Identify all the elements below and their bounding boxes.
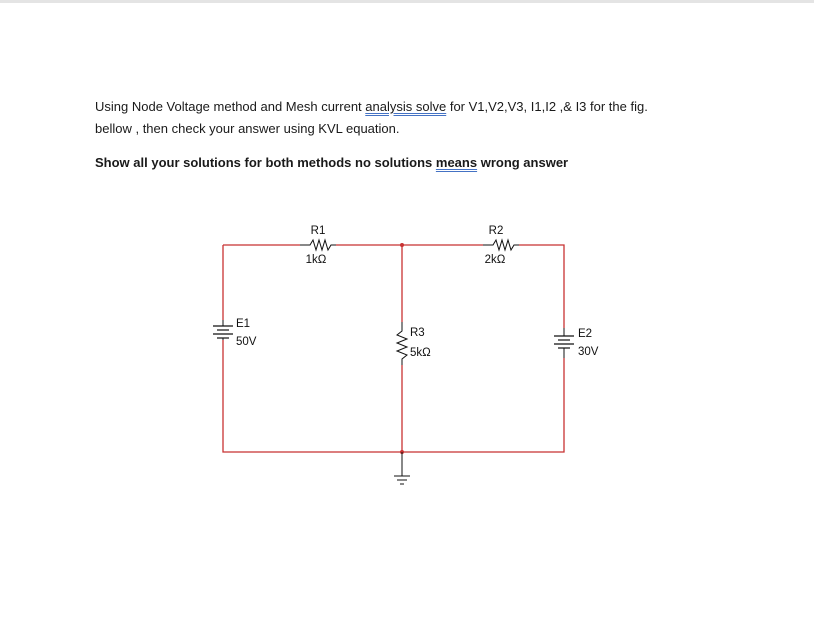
- underlined-word-means: means: [435, 155, 478, 170]
- ground-icon: [394, 452, 410, 484]
- battery-e2-value: 30V: [578, 346, 599, 358]
- resistor-r2-symbol: [483, 240, 519, 250]
- resistor-r2: [483, 225, 519, 266]
- wire-bottom-loop: [223, 340, 564, 452]
- resistor-r1-symbol: [300, 240, 336, 250]
- resistor-r1-name: R1: [310, 225, 326, 237]
- battery-e1: [213, 318, 257, 348]
- circuit-wires: [223, 245, 564, 452]
- battery-e1-name: E1: [236, 318, 251, 330]
- battery-e1-value: 50V: [236, 336, 257, 348]
- resistor-r2-name: R2: [488, 225, 504, 237]
- resistor-r3-value: 5kΩ: [410, 347, 431, 359]
- resistor-r1: [300, 225, 336, 266]
- question-text-continued: for V1,V2,V3, I1,I2 ,& I3 for the fig.: [446, 99, 648, 114]
- resistor-r3: [397, 322, 431, 365]
- wire-r2-e2: [519, 245, 564, 328]
- battery-e2: [554, 328, 599, 358]
- instruction-text-end: wrong answer: [477, 155, 569, 170]
- question-line-2: bellow , then check your answer using KVL equation.: [95, 121, 400, 136]
- question-text: Using Node Voltage method and Mesh current: [95, 99, 366, 114]
- resistor-r3-name: R3: [410, 327, 425, 339]
- underlined-phrase-analysis-solve: analysis solve: [365, 99, 447, 114]
- resistor-r1-value: 1kΩ: [305, 254, 327, 266]
- junction-node-top: [400, 243, 404, 247]
- resistor-r2-value: 2kΩ: [484, 254, 506, 266]
- resistor-r3-symbol: [397, 322, 407, 365]
- instruction-text: Show all your solutions for both methods no solutions: [95, 155, 436, 170]
- battery-e2-name: E2: [578, 328, 593, 340]
